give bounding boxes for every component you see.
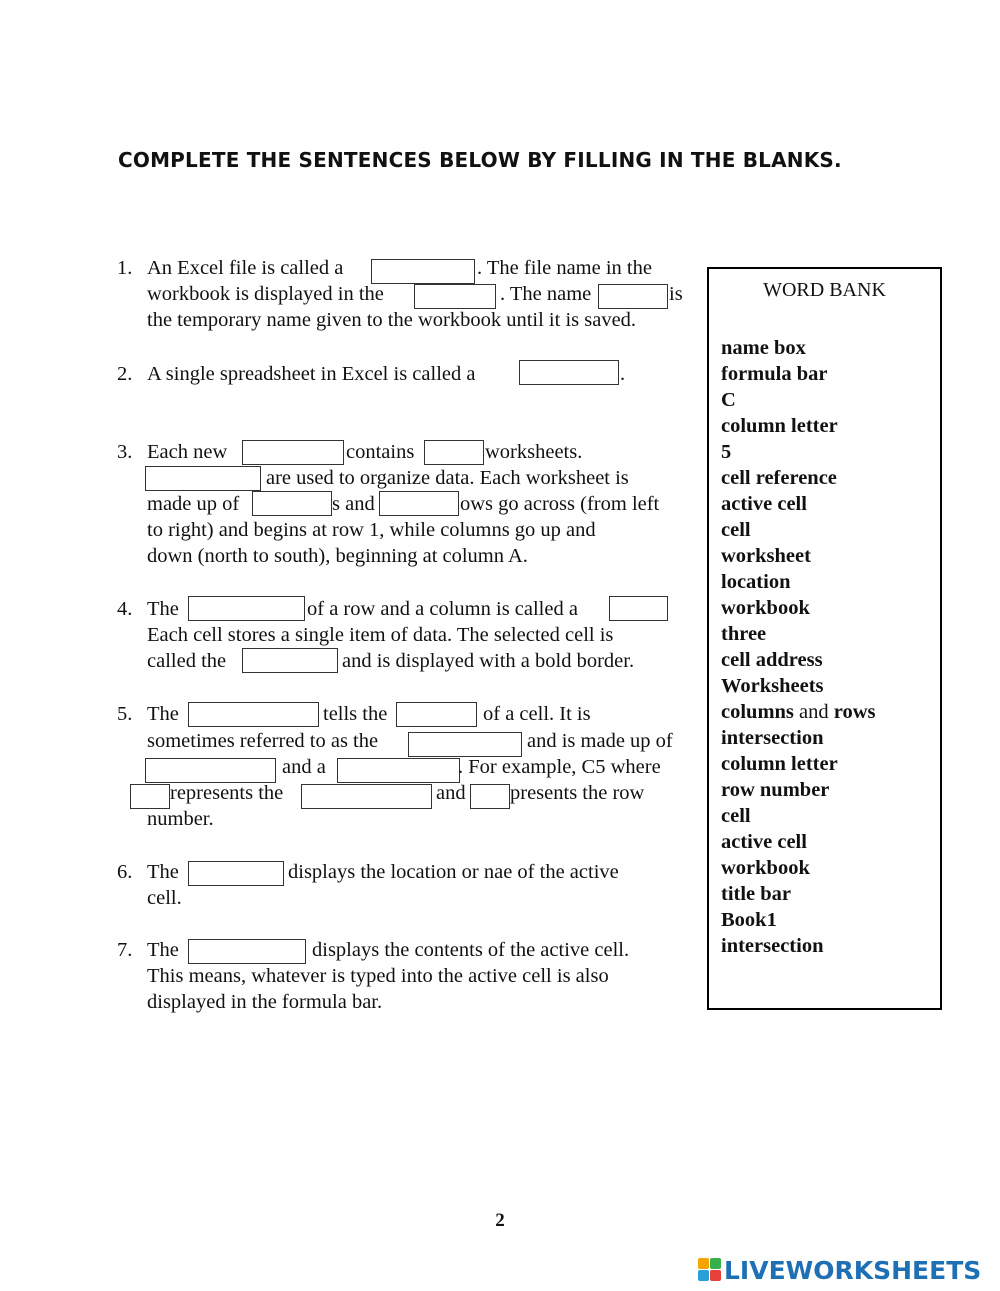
word-bank-item: C <box>721 389 736 411</box>
q7-text: This means, whatever is typed into the active cell is also <box>147 965 609 987</box>
q1-text: the temporary name given to the workbook until it is saved. <box>147 309 637 331</box>
q3-text: s and <box>332 493 375 515</box>
word-bank-item: three <box>721 623 767 645</box>
q6-text: The <box>147 861 179 883</box>
page-number: 2 <box>495 1210 505 1231</box>
word-bank-item: cell <box>721 519 751 541</box>
word-bank-item: active cell <box>721 831 807 853</box>
question-number: 3. <box>117 441 133 463</box>
q4-text: called the <box>147 650 227 672</box>
answer-blank-q5-1[interactable] <box>188 702 319 727</box>
liveworksheets-icon <box>698 1258 722 1282</box>
answer-blank-q4-1[interactable] <box>188 596 305 621</box>
word-bank-item: column letter <box>721 753 838 775</box>
answer-blank-q5-8[interactable] <box>470 784 510 809</box>
word-bank-item: row number <box>721 779 830 801</box>
question-number: 2. <box>117 363 133 385</box>
q5-text: and <box>436 782 466 804</box>
word-bank-item: formula bar <box>721 363 828 385</box>
q5-text: sometimes referred to as the <box>147 730 379 752</box>
answer-blank-q3-5[interactable] <box>379 491 459 516</box>
q2-text: . <box>620 363 626 385</box>
word-bank-item: worksheet <box>721 545 811 567</box>
q7-text: displayed in the formula bar. <box>147 991 383 1013</box>
q3-text: to right) and begins at row 1, while columns go up and <box>147 519 596 541</box>
word-bank-item: column letter <box>721 415 838 437</box>
word-bank-word: columns <box>721 701 794 723</box>
answer-blank-q4-2[interactable] <box>609 596 668 621</box>
q5-text: and is made up of <box>527 730 673 752</box>
question-number: 4. <box>117 598 133 620</box>
word-bank-item: active cell <box>721 493 807 515</box>
q1-text: workbook is displayed in the <box>147 283 384 305</box>
q5-text: represents the <box>170 782 284 804</box>
q7-text: displays the contents of the active cell. <box>312 939 630 961</box>
q4-text: Each cell stores a single item of data. The selected cell is <box>147 624 614 646</box>
q6-text: cell. <box>147 887 182 909</box>
q1-text: An Excel file is called a <box>147 257 344 279</box>
answer-blank-q5-7[interactable] <box>301 784 432 809</box>
q7-text: The <box>147 939 179 961</box>
answer-blank-q1-2[interactable] <box>414 284 496 309</box>
word-bank-item: intersection <box>721 727 824 749</box>
word-bank-item: Worksheets <box>721 675 824 697</box>
q3-text: worksheets. <box>485 441 583 463</box>
word-bank-title: WORD BANK <box>763 279 886 301</box>
q1-text: is <box>669 283 683 305</box>
answer-blank-q2-1[interactable] <box>519 360 619 385</box>
q2-text: A single spreadsheet in Excel is called a <box>147 363 476 385</box>
word-bank-box <box>707 267 942 1010</box>
q3-text: are used to organize data. Each worksheet is <box>266 467 629 489</box>
q3-text: Each new <box>147 441 228 463</box>
answer-blank-q5-2[interactable] <box>396 702 477 727</box>
worksheet-title: COMPLETE THE SENTENCES BELOW BY FILLING IN THE BLANKS. <box>118 148 842 172</box>
word-bank-word: rows <box>833 701 876 723</box>
q1-text: . The file name in the <box>477 257 652 279</box>
liveworksheets-wordmark: LIVEWORKSHEETS <box>724 1255 982 1285</box>
question-number: 6. <box>117 861 133 883</box>
q5-text: . For example, C5 where <box>458 756 661 778</box>
answer-blank-q4-3[interactable] <box>242 648 338 673</box>
q5-text: presents the row <box>510 782 645 804</box>
answer-blank-q3-4[interactable] <box>252 491 332 516</box>
question-number: 1. <box>117 257 133 279</box>
word-bank-item: intersection <box>721 935 824 957</box>
q5-text: number. <box>147 808 214 830</box>
word-bank-item: cell address <box>721 649 823 671</box>
word-bank-list <box>721 335 876 959</box>
word-bank-item: 5 <box>721 441 732 463</box>
word-bank-item: location <box>721 571 791 593</box>
q3-text: made up of <box>147 493 240 515</box>
q5-text: of a cell. It is <box>483 703 591 725</box>
answer-blank-q6-1[interactable] <box>188 861 284 886</box>
q3-text: ows go across (from left <box>460 493 660 515</box>
q4-text: The <box>147 598 179 620</box>
word-bank-connector: and <box>799 701 829 723</box>
question-number: 5. <box>117 703 133 725</box>
answer-blank-q3-1[interactable] <box>242 440 344 465</box>
q4-text: and is displayed with a bold border. <box>342 650 635 672</box>
q3-text: contains <box>346 441 415 463</box>
q3-text: down (north to south), beginning at column A. <box>147 545 528 567</box>
q5-text: and a <box>282 756 326 778</box>
word-bank-item: Book1 <box>721 909 777 931</box>
word-bank-item: cell <box>721 805 751 827</box>
question-number: 7. <box>117 939 133 961</box>
answer-blank-q1-3[interactable] <box>598 284 668 309</box>
q1-text: . The name <box>500 283 592 305</box>
word-bank-item: workbook <box>721 857 810 879</box>
word-bank-item: workbook <box>721 597 810 619</box>
answer-blank-q3-2[interactable] <box>424 440 484 465</box>
word-bank-item-columns-rows <box>721 699 876 725</box>
q4-text: of a row and a column is called a <box>307 598 578 620</box>
q5-text: tells the <box>323 703 388 725</box>
answer-blank-q3-3[interactable] <box>145 466 261 491</box>
word-bank-item: name box <box>721 337 806 359</box>
q6-text: displays the location or nae of the active <box>288 861 619 883</box>
word-bank-item: cell reference <box>721 467 837 489</box>
answer-blank-q7-1[interactable] <box>188 939 306 964</box>
q5-text: The <box>147 703 179 725</box>
liveworksheets-logo <box>698 1256 981 1284</box>
word-bank-item: title bar <box>721 883 792 905</box>
answer-blank-q1-1[interactable] <box>371 259 475 284</box>
